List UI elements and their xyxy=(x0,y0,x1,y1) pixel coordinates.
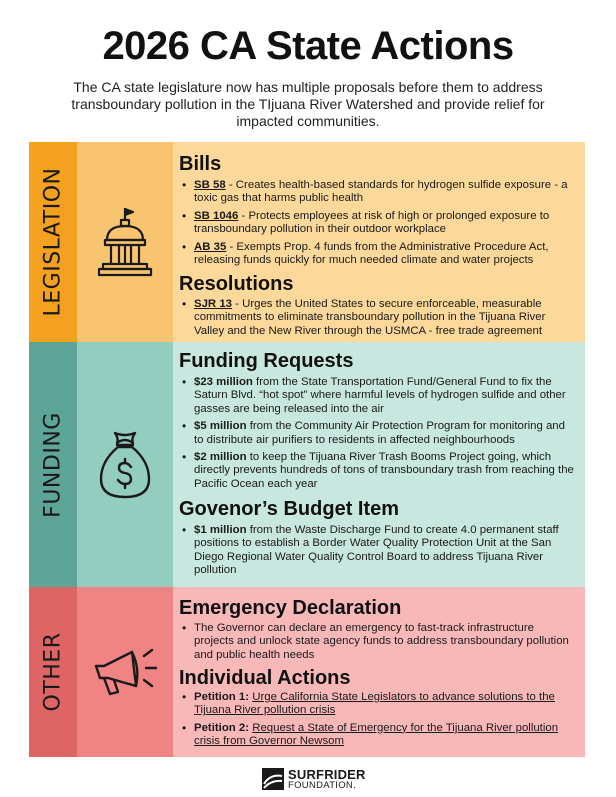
funding-tab-label: FUNDING xyxy=(40,411,66,518)
bills-list xyxy=(179,179,577,271)
list-item: • $1 million from the Waste Discharge Fund to create 4.0 permanent staff positions to establish a Border Water Quality Protection Unit at the San Diego Regional Water Quality Control Board to address Tijuana River pollution xyxy=(179,524,577,578)
money-bag-icon xyxy=(97,429,153,501)
bills-heading: Bills xyxy=(179,153,222,175)
list-item: • SB 1046 - Protects employees at risk of high or prolonged exposure to transboundary pollution in their outdoor workplace xyxy=(179,210,577,237)
funding-icon-column xyxy=(77,342,173,587)
logo-line1: SURFRIDER xyxy=(288,767,366,782)
budget-list xyxy=(179,524,577,582)
logo-line2: FOUNDATION. xyxy=(288,780,357,791)
funding-requests-heading: Funding Requests xyxy=(179,350,354,372)
other-section xyxy=(29,587,585,757)
actions-list xyxy=(179,691,577,753)
legislation-tab-label: LEGISLATION xyxy=(40,167,66,317)
list-item: • AB 35 - Exempts Prop. 4 funds from the Administrative Procedure Act, releasing funds quickly for much needed climate and water projects xyxy=(179,241,577,268)
funding-section xyxy=(29,342,585,587)
funding-requests-list xyxy=(179,376,577,495)
individual-actions-heading: Individual Actions xyxy=(179,667,351,689)
budget-heading: Govenor’s Budget Item xyxy=(179,498,400,520)
list-item: • SB 58 - Creates health-based standards for hydrogen sulfide exposure - a toxic gas that harms public health xyxy=(179,179,577,206)
bill-code[interactable]: AB 35 xyxy=(194,240,227,253)
surfrider-logo xyxy=(262,766,366,792)
list-item: • $2 million to keep the Tijuana River Trash Booms Project going, which directly prevents hundreds of tons of transboundary trash from reaching the Pacific Ocean each year xyxy=(179,451,577,491)
resolutions-list xyxy=(179,298,577,342)
list-item: • $5 million from the Community Air Protection Program for monitoring and to distribute air purifiers to residents in affected neighbourhoods xyxy=(179,420,577,447)
emergency-heading: Emergency Declaration xyxy=(179,597,402,619)
list-item: • The Governor can declare an emergency to fast-track infrastructure projects and unlock state agency funds to address transboundary pollution and public health needs xyxy=(179,622,577,662)
other-tab-label: OTHER xyxy=(40,632,66,712)
emergency-list xyxy=(179,622,577,666)
list-item: • Petition 1: Urge California State Legislators to advance solutions to the Tijuana River pollution crisis xyxy=(179,691,577,718)
capitol-building-icon xyxy=(95,206,155,278)
list-item: • Petition 2: Request a State of Emergency for the Tijuana River pollution crisis from Governor Newsom xyxy=(179,722,577,749)
funding-tab xyxy=(29,342,77,587)
legislation-icon-column xyxy=(77,142,173,342)
wave-logo-icon xyxy=(262,768,284,790)
bill-code[interactable]: SB 1046 xyxy=(194,209,239,222)
petition-2-link[interactable]: Request a State of Emergency for the Tijuana River pollution crisis from Governor Newsom xyxy=(194,721,559,748)
bill-code[interactable]: SB 58 xyxy=(194,179,226,191)
legislation-tab xyxy=(29,142,77,342)
other-tab xyxy=(29,587,77,757)
list-item: • SJR 13 - Urges the United States to secure enforceable, measurable commitments to eliminate transboundary pollution in the Tijuana River Valley and the New River through the USMCA - free trade agreement xyxy=(179,298,577,338)
petition-1-link[interactable]: Urge California State Legislators to advance solutions to the Tijuana River pollution crisis xyxy=(194,691,555,717)
legislation-section xyxy=(29,142,585,342)
other-content xyxy=(173,587,585,757)
legislation-content xyxy=(173,142,585,342)
page-subtitle: The CA state legislature now has multiple proposals before them to address transboundary pollution in the TIjuana River Watershed and provide relief for impacted communities. xyxy=(71,79,545,129)
resolution-code[interactable]: SJR 13 xyxy=(194,298,232,310)
funding-content xyxy=(173,342,585,587)
list-item: • $23 million from the State Transportation Fund/General Fund to fix the Saturn Blvd. “hot spot” where harmful levels of hydrogen sulfide and other gasses are being released into the air xyxy=(179,376,577,416)
other-icon-column xyxy=(77,587,173,757)
resolutions-heading: Resolutions xyxy=(179,273,294,295)
megaphone-icon xyxy=(90,642,160,702)
page-title: 2026 CA State Actions xyxy=(102,24,514,68)
